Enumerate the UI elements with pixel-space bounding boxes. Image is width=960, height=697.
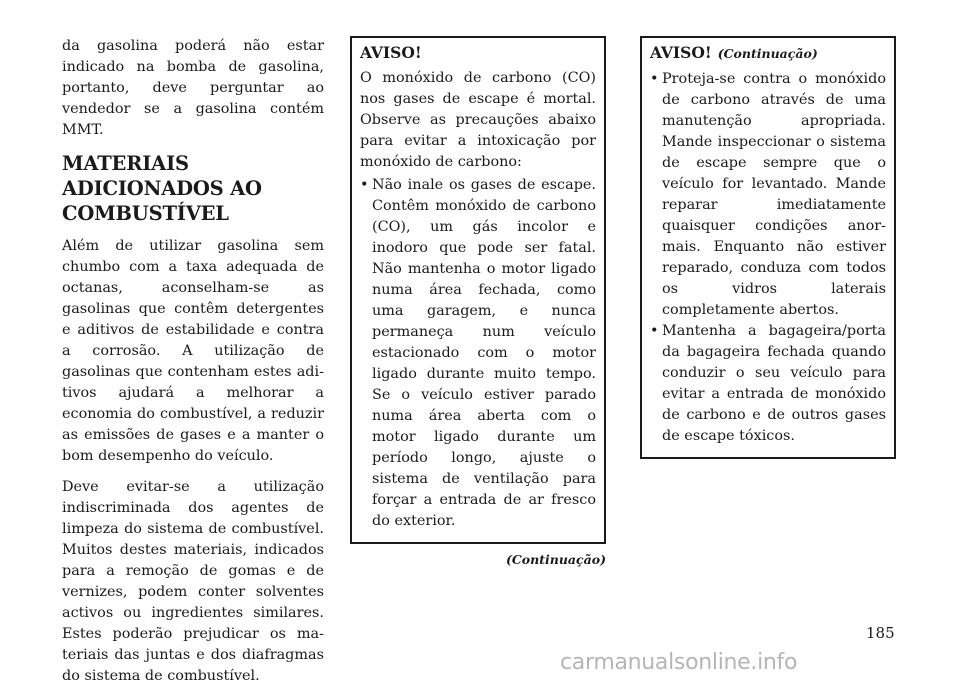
warning-box-continued bbox=[640, 36, 896, 459]
bullet-icon: • bbox=[360, 177, 369, 193]
left-column bbox=[62, 36, 324, 697]
warning-box-co bbox=[350, 36, 606, 544]
additives-paragraph: Além de utilizar gasolina sem chumbo com a taxa adequada de octanas, aconselham-se as gasolinas que contêm detergentes e aditivos de estabilidade e contra a corrosão. A utilização de gasolinas que contenham estes aditivos ajudará a melhorar a economia do combustível, a reduzir as emissões de gases e a manter o bom desempenho do veículo. bbox=[62, 238, 324, 464]
page-number: 185 bbox=[866, 624, 895, 642]
right-column bbox=[640, 36, 896, 459]
continuation-label: (Continuação) bbox=[717, 46, 818, 61]
intro-paragraph: da gasolina poderá não estar indicado na bomba de gasolina, portanto, deve perguntar ao vendedor se a gasolina contém MMT. bbox=[62, 38, 324, 138]
bullet-icon: • bbox=[650, 323, 659, 339]
watermark-logo: carmanualsonline.info bbox=[560, 650, 798, 675]
warning-title-text: AVISO! bbox=[650, 43, 712, 62]
warning-intro-text: O monóxido de carbono (CO) nos gases de escape é mortal. Observe as precauções abaixo para evitar a intoxicação por monóxido de carbono: bbox=[360, 70, 596, 170]
section-heading: MATERIAIS ADICIONADOS AO COMBUSTÍVEL bbox=[62, 152, 262, 225]
warning-title: AVISO! bbox=[360, 43, 422, 62]
continued-label: (Continuação) bbox=[505, 552, 606, 567]
warning-bullet-item: • Mantenha a bagageira/porta da bagageira fechada quando conduzir o seu veículo para evitar a entrada de monóxido de carbono e de outros gases de escape tóxicos. bbox=[650, 323, 886, 444]
warning-title-continued bbox=[650, 42, 886, 65]
middle-column bbox=[350, 36, 606, 567]
warning-bullet-item: • Não inale os gases de escape. Contêm monóxido de carbono (CO), um gás incolor e inodoro que pode ser fatal. Não mantenha o motor ligado numa área fechada, como uma garagem, e nunca permaneça num veículo estacionado com o motor ligado durante muito tempo. Se o veículo estiver parado numa área aberta com o motor ligado durante um período longo, ajuste o sistema de ventilação para forçar a entrada de ar fresco do exterior. bbox=[360, 177, 596, 529]
bullet-icon: • bbox=[650, 71, 659, 87]
warning-bullet-item: • Proteja-se contra o monóxido de carbono através de uma manutenção apropriada. Mande inspeccionar o sistema de escape sempre que o veículo for levantado. Mande reparar imediatamente quaisquer condições anormais. Enquanto não estiver reparado, conduza com todos os vidros laterais completamente abertos. bbox=[650, 71, 886, 318]
cleaning-agents-paragraph: Deve evitar-se a utilização indiscriminada dos agentes de limpeza do sistema de combustível. Muitos destes materiais, indicados para a remoção de gomas e de vernizes, podem conter solventes activos ou ingredientes similares. Estes poderão prejudicar os materiais das juntas e dos diafragmas do sistema de combustível. bbox=[62, 479, 324, 684]
warning-bullet-list bbox=[360, 175, 596, 532]
warning-bullet-list-continued bbox=[650, 69, 886, 447]
